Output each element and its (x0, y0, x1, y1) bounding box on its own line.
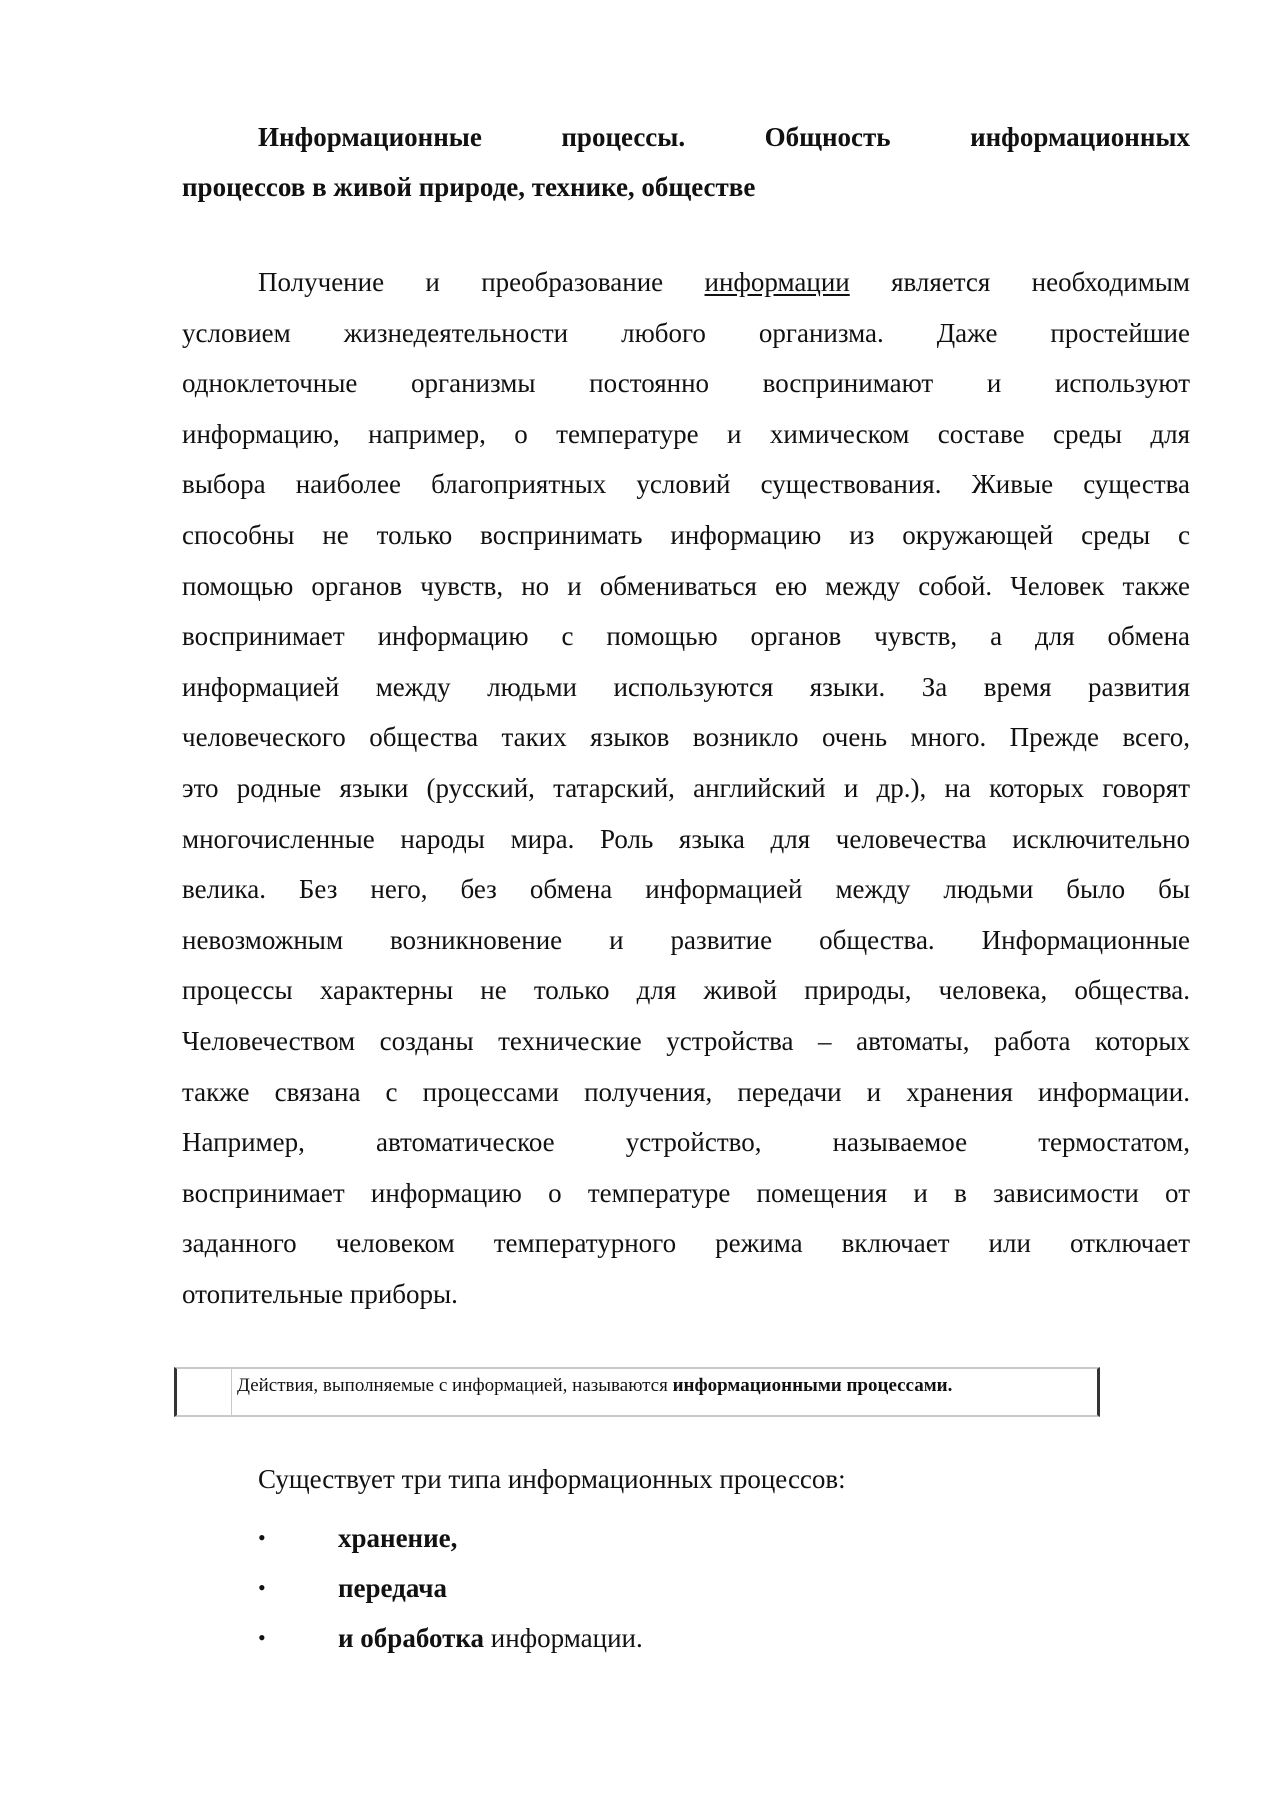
list-item-bold: и обработка (338, 1623, 485, 1653)
body-line: одноклеточные организмы постоянно воспринимают и используют (182, 368, 1190, 399)
body-line-1-start: Получение и преобразование (258, 267, 664, 297)
document-title (182, 112, 1190, 212)
bullet-icon: • (258, 1575, 266, 1600)
definition-box (174, 1367, 1100, 1417)
box-divider (231, 1369, 232, 1415)
body-line: воспринимает информацию с помощью органов чувств, а для обмена (182, 621, 1190, 652)
body-line: способны не только воспринимать информацию из окружающей среды с (182, 519, 1190, 550)
body-line: помощью органов чувств, но и обмениваться ею между собой. Человек также (182, 570, 1190, 601)
body-line: заданного человеком температурного режима включает или отключает (182, 1228, 1190, 1259)
title-line-1: Информационные процессы. Общность информационных (258, 122, 1190, 152)
title-line-2: процессов в живой природе, технике, обществе (182, 172, 756, 202)
body-line-last: отопительные приборы. (182, 1278, 458, 1309)
body-line: информацией между людьми используются языки. За время развития (182, 671, 1190, 702)
body-line: информацию, например, о температуре и химическом составе среды для (182, 418, 1190, 449)
body-line: выбора наиболее благоприятных условий существования. Живые существа (182, 469, 1190, 500)
list-item-plain: информации. (484, 1623, 643, 1653)
list-item-bold: передача (338, 1573, 447, 1603)
list-item-text (338, 1563, 447, 1613)
body-line: невозможным возникновение и развитие общества. Информационные (182, 924, 1190, 955)
list-item-bold: хранение, (338, 1523, 458, 1553)
body-line: также связана с процессами получения, передачи и хранения информации. (182, 1076, 1190, 1107)
bullet-icon: • (258, 1525, 266, 1550)
bullet-icon: • (258, 1625, 266, 1650)
list-item-text (338, 1613, 643, 1663)
body-line: Человечеством созданы технические устройства – автоматы, работа которых (182, 1025, 1190, 1056)
body-line: Например, автоматическое устройство, называемое термостатом, (182, 1127, 1190, 1158)
body-line-1-end: является необходимым (891, 267, 1191, 297)
definition-plain: Действия, выполняемые с информацией, называются (237, 1375, 673, 1396)
body-line: велика. Без него, без обмена информацией между людьми было бы (182, 874, 1190, 905)
body-line-1 (182, 257, 1190, 308)
body-paragraph (182, 257, 1190, 1319)
definition-term: информационными процессами. (672, 1375, 953, 1396)
body-line: это родные языки (русский, татарский, английский и др.), на которых говорят (182, 772, 1190, 803)
list-item-text (338, 1513, 457, 1563)
definition-text (237, 1375, 952, 1397)
body-line: процессы характерны не только для живой природы, человека, общества. (182, 975, 1190, 1006)
body-line: условием жизнедеятельности любого организма. Даже простейшие (182, 317, 1190, 348)
body-line: человеческого общества таких языков возникло очень много. Прежде всего, (182, 722, 1190, 753)
list-intro: Существует три типа информационных процессов: (258, 1464, 846, 1494)
body-line: многочисленные народы мира. Роль языка для человечества исключительно (182, 823, 1190, 854)
information-link[interactable]: информации (704, 267, 850, 297)
body-line: воспринимает информацию о температуре помещения и в зависимости от (182, 1177, 1190, 1208)
